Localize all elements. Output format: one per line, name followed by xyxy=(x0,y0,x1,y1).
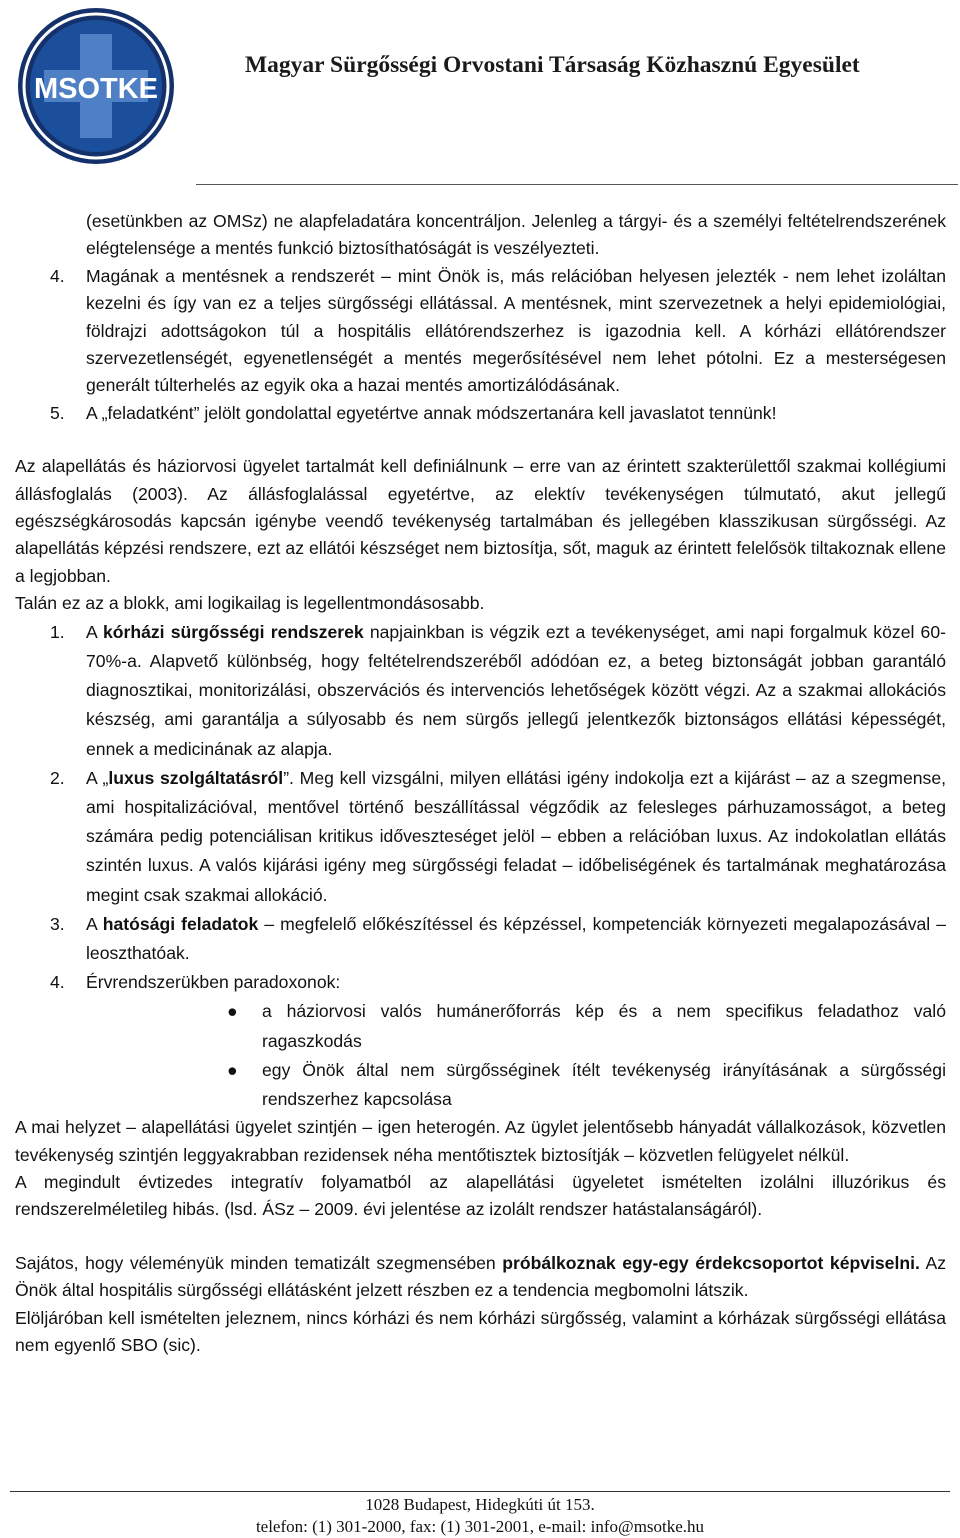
list-item-pre: A xyxy=(86,913,103,934)
paragraph xyxy=(15,1250,946,1305)
paragraph: Talán ez az a blokk, ami logikailag is legellentmondásosabb. xyxy=(15,593,485,614)
paragraph-bold: próbálkoznak egy-egy érdekcsoportot képviselni. xyxy=(502,1252,920,1273)
list-item-bold: hatósági feladatok xyxy=(102,913,259,934)
list-number: 2. xyxy=(50,767,65,788)
paragraph: A mai helyzet – alapellátási ügyelet szintjén – igen heterogén. Az ügylet jelentősebb hányadát vállalkozások, közvetlen tevékenység szintjén leggyakrabban rezidensek néha mentőtisztek biztosítják – közvetlen felügyelet nélkül. xyxy=(15,1117,946,1165)
list-number: 4. xyxy=(50,972,65,993)
paragraph-post: Az Önök által hospitális sürgősségi ellátásként jelzett részben ez a tendencia megbomolni látszik. xyxy=(15,1252,946,1301)
list-item-pre: A xyxy=(86,621,103,642)
paragraph: Az alapellátás és háziorvosi ügyelet tartalmát kell definiálnunk – erre van az érintett szakterülettől szakmai kollégiumi állásfoglalás (2003). Az állásfoglalással egyetértve, az elektív tevékenységen túlmutató, akut jellegű egészségkárosodás kapcsán igénybe veendő tevékenység tartalmában és jellegében klasszikusan sürgősségi. Az alapellátás képzési rendszere, ezt az ellátói készséget nem biztosítja, sőt, maguk az érintett felelősök tiltakoznak ellene a legjobban. xyxy=(15,456,946,586)
footer-divider xyxy=(10,1491,950,1492)
list-item-pre: A „ xyxy=(86,767,109,788)
list-item xyxy=(15,968,946,997)
header-divider xyxy=(196,184,958,185)
bullet-icon: ● xyxy=(227,1059,238,1080)
footer-contact: telefon: (1) 301-2000, fax: (1) 301-2001, e-mail: info@msotke.hu xyxy=(255,1517,705,1536)
bullet-text: egy Önök által nem sürgősséginek ítélt tevékenység irányításának a sürgősségi rendszerhez kapcsolása xyxy=(262,1059,946,1109)
paragraph-pre: Sajátos, hogy véleményük minden tematizált szegmensében xyxy=(15,1252,503,1273)
list-number: 3. xyxy=(50,913,65,934)
list-number: 4. xyxy=(50,265,65,286)
list-item xyxy=(15,764,946,910)
list-item xyxy=(15,400,946,427)
document-body xyxy=(15,208,946,1359)
list-item-post: napjainkban is végzik ezt a tevékenységet, ami napi forgalmuk közel 60-70%-a. Alapvető különbség, hogy feltételrendszeréből adódóan ez, a beteg biztonságát jobban garantáló diagnosztikai, monitorizálási, obszervációs és intervenciós lehetőségek között végzi. Az a szakmai allokációs készség, ami garantálja a súlyosabb és nem sürgős jellegű jelentkezők biztonságos ellátási képességét, ennek a medicinának az alapja. xyxy=(86,621,946,759)
list-item xyxy=(15,910,946,968)
logo-text: MSOTKE xyxy=(33,73,159,105)
list-item xyxy=(15,263,946,400)
organization-name: Magyar Sürgősségi Orvostani Társaság Közhasznú Egyesület xyxy=(245,52,860,78)
page-footer xyxy=(0,1494,960,1538)
list-number: 5. xyxy=(50,402,65,423)
list-number: 1. xyxy=(50,621,65,642)
list-item-text: A „feladatként” jelölt gondolattal egyetértve annak módszertanára kell javaslatot tennünk! xyxy=(86,402,777,423)
page-header xyxy=(0,0,960,186)
bullet-icon: ● xyxy=(227,1001,238,1022)
msotke-logo xyxy=(16,6,176,166)
footer-address: 1028 Budapest, Hidegkúti út 153. xyxy=(365,1495,595,1514)
paragraph-continuation: (esetünkben az OMSz) ne alapfeladatára koncentráljon. Jelenleg a tárgyi- és a személyi feltételrendszerének elégtelensége a mentés funkció biztosíthatóságát is veszélyezteti. xyxy=(86,211,946,259)
bullet-item xyxy=(15,997,946,1055)
list-item xyxy=(15,618,946,764)
list-item-post: – megfelelő előkészítéssel és képzéssel, kompetenciák környezeti megalapozásával – leoszthatóak. xyxy=(86,913,946,963)
bullet-text: a háziorvosi valós humánerőforrás kép és a nem specifikus feladathoz való ragaszkodás xyxy=(262,1001,946,1051)
list-item-bold: luxus szolgáltatásról xyxy=(108,767,284,788)
bullet-item xyxy=(15,1056,946,1114)
list-item-post: ”. Meg kell vizsgálni, milyen ellátási igény indokolja ezt a kijárást – az a szegmense, ami hospitalizációval, mentővel történő beszállítással végződik az felesleges párhuzamosságot, a beteg számára pedig potenciálisan kritikus időveszteséget jelöl – ebben a relációban luxus. Az indokolatlan ellátás szintén luxus. A valós kijárási igény meg sürgősségi feladat – időbeliségének és tartalmának meghatározása megint csak szakmai allokáció. xyxy=(86,767,946,905)
list-item-text: Érvrendszerükben paradoxonok: xyxy=(86,972,341,993)
list-item-bold: kórházi sürgősségi rendszerek xyxy=(102,621,364,642)
paragraph: Elöljáróban kell ismételten jeleznem, nincs kórházi és nem kórházi sürgősség, valamint a kórházak sürgősségi ellátása nem egyenlő SBO (sic). xyxy=(15,1307,946,1355)
list-item-text: Magának a mentésnek a rendszerét – mint Önök is, más relációban helyesen jelezték - nem lehet izoláltan kezelni és így van ez a teljes sürgősségi ellátással. A mentésnek, mint szervezetnek a helyi epidemiológiai, földrajzi adottságokon túl a hospitális ellátórendszerhez is igazodnia kell. A kórházi ellátórendszer szervezetlenségét, egyenetlenségét a mentés megerősítésével nem lehet pótolni. Ez a mesterségesen generált túlterhelés az egyik oka a hazai mentés amortizálódásának. xyxy=(86,265,946,396)
paragraph: A megindult évtizedes integratív folyamatból az alapellátási ügyeletet ismételten izolálni illuzórikus és rendszerelméletileg hibás. (lsd. ÁSz – 2009. évi jelentése az izolált rendszer hatástalanságáról). xyxy=(15,1171,946,1220)
